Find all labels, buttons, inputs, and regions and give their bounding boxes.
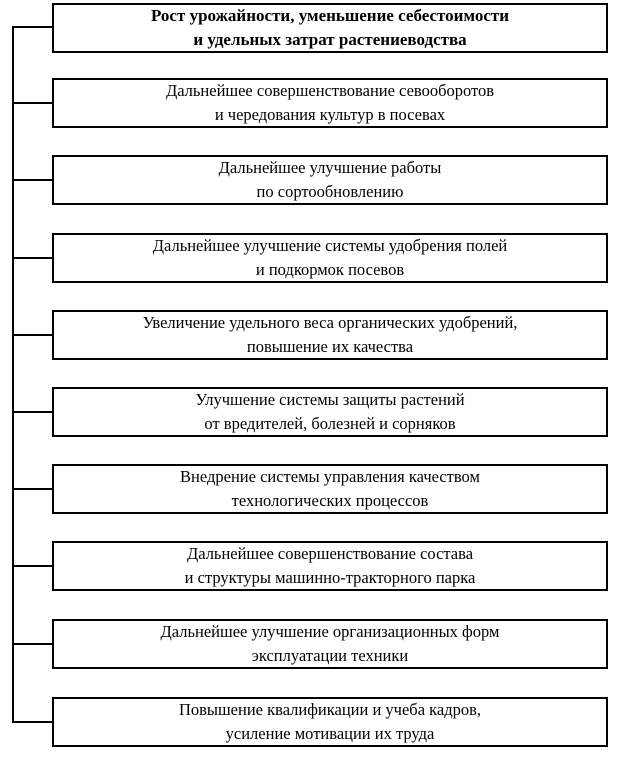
box-text-line: и удельных затрат растениеводства <box>193 30 467 49</box>
box-text-line: Дальнейшее улучшение работы <box>218 158 442 177</box>
box-text-line: технологических процессов <box>231 491 429 510</box>
box-text-line: усиление мотивации их труда <box>225 724 435 743</box>
box-text-line: эксплуатации техники <box>251 646 409 665</box>
flow-box-variety-renewal <box>52 155 608 205</box>
box-text-line: Дальнейшее совершенствование севооборотов <box>165 81 495 100</box>
box-text-line: повышение их качества <box>246 337 414 356</box>
box-text-line: Внедрение системы управления качеством <box>180 467 480 486</box>
flow-box-goal <box>52 3 608 53</box>
box-text-line: Дальнейшее улучшение системы удобрения полей <box>152 236 508 255</box>
connector-branch <box>12 488 54 490</box>
box-text-line: Улучшение системы защиты растений <box>195 390 465 409</box>
flow-box-organic-fertilizers <box>52 310 608 360</box>
connector-branch <box>12 411 54 413</box>
connector-branch <box>12 179 54 181</box>
flow-box-plant-protection <box>52 387 608 437</box>
box-text-line: по сортообновлению <box>256 182 404 201</box>
flow-box-fertilization-system <box>52 233 608 283</box>
flow-box-crop-rotation <box>52 78 608 128</box>
connector-branch <box>12 565 54 567</box>
flow-box-machine-tractor-park <box>52 541 608 591</box>
box-text-line: и чередования культур в посевах <box>214 105 446 124</box>
flow-box-quality-management <box>52 464 608 514</box>
box-text-line: и структуры машинно-тракторного парка <box>184 568 476 587</box>
box-text-line: Повышение квалификации и учеба кадров, <box>178 700 482 719</box>
connector-branch <box>12 257 54 259</box>
connector-trunk-line <box>12 26 14 723</box>
connector-branch <box>12 102 54 104</box>
flow-box-personnel-training <box>52 697 608 747</box>
connector-branch <box>12 26 54 28</box>
box-text-line: Дальнейшее совершенствование состава <box>186 544 474 563</box>
box-text-line: от вредителей, болезней и сорняков <box>204 414 456 433</box>
connector-branch <box>12 721 54 723</box>
box-text-line: и подкормок посевов <box>255 260 405 279</box>
connector-branch <box>12 643 54 645</box>
box-text-line: Увеличение удельного веса органических удобрений, <box>142 313 518 332</box>
box-text-line: Рост урожайности, уменьшение себестоимости <box>150 6 510 25</box>
connector-branch <box>12 334 54 336</box>
box-text-line: Дальнейшее улучшение организационных форм <box>160 622 500 641</box>
flow-box-equipment-operation <box>52 619 608 669</box>
